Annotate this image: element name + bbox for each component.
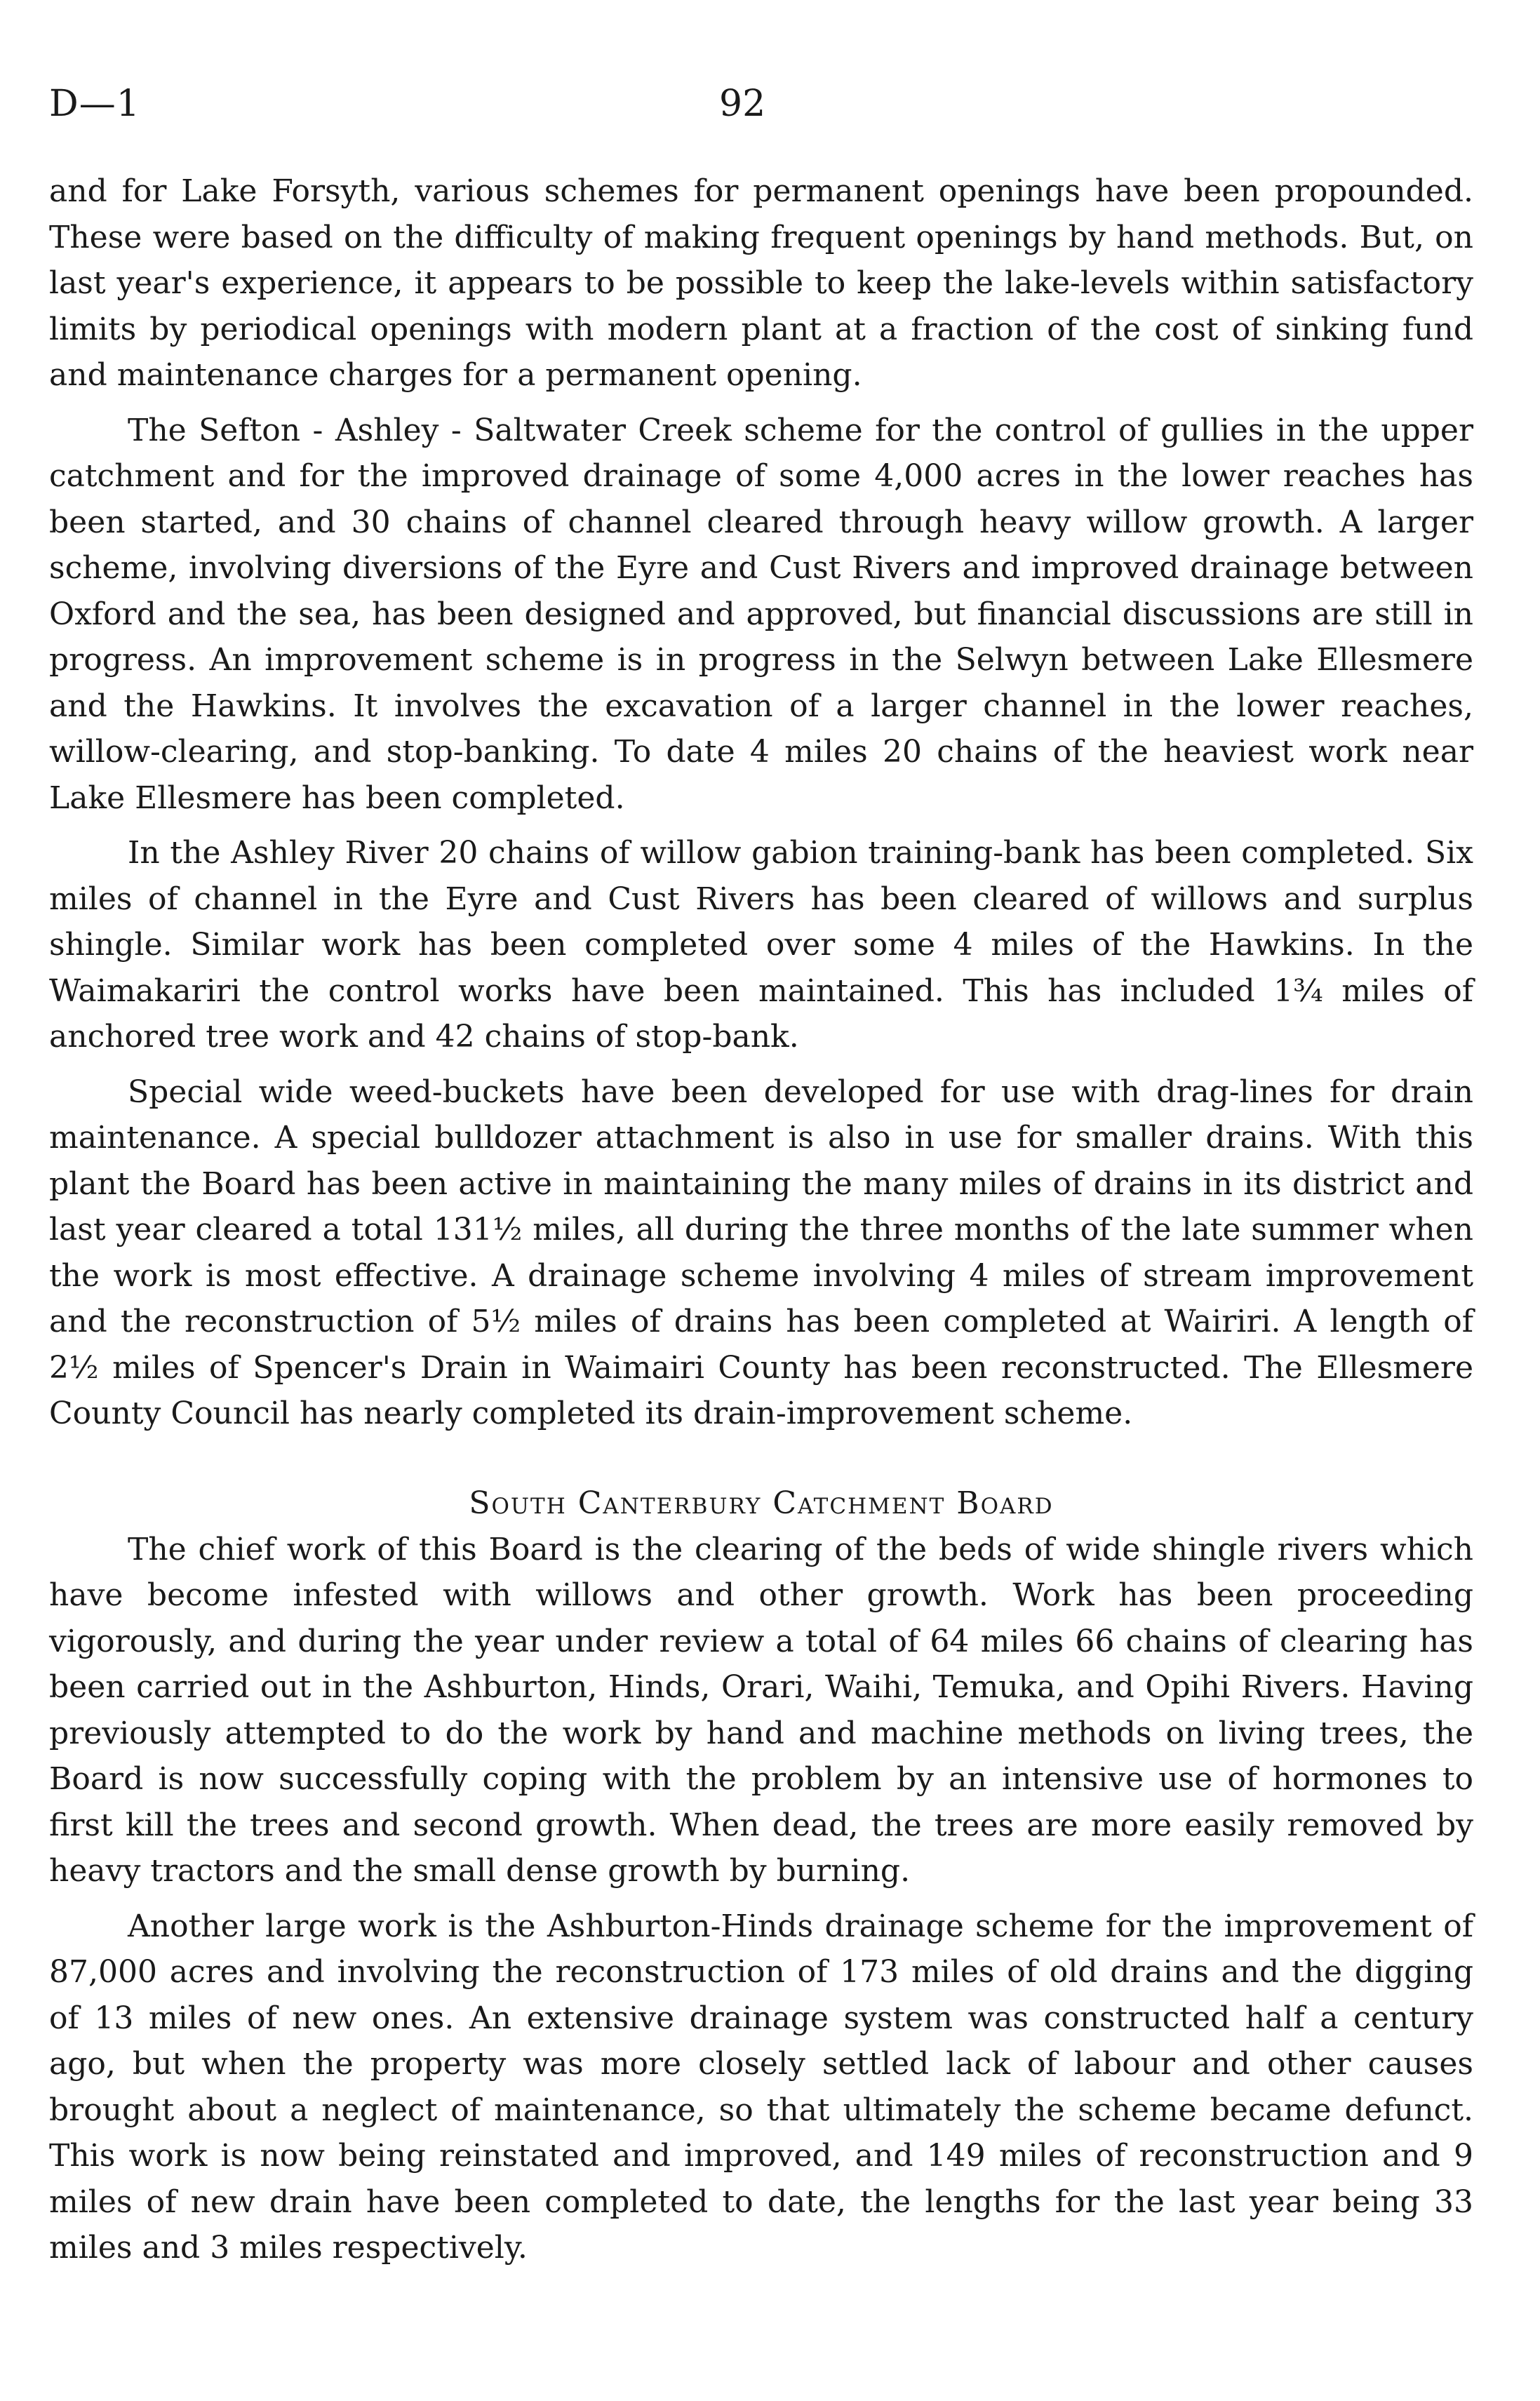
paragraph-ashley-river: In the Ashley River 20 chains of willow gabion training-bank has been completed. Six miles of channel in the Eyre and Cust Rivers has been cleared of willows and surplus shingle. Similar work has been completed over some 4 miles of the Hawkins. In the Waimakariri the control works have been maintained. This has included 1¾ miles of anchored tree work and 42 chains of stop-bank. xyxy=(49,835,1473,1055)
paragraph-south-canterbury-clearing: The chief work of this Board is the clearing of the beds of wide shingle rivers which have become infested with willows and other growth. Work has been proceeding vigorously, and during the year under review a total of 64 miles 66 chains of clearing has been carried out in the Ashburton, Hinds, Orari, Waihi, Temuka, and Opihi Rivers. Having previously attempted to do the work by hand and machine methods on living trees, the Board is now successfully coping with the problem by an intensive use of hormones to first kill the trees and second growth. When dead, the trees are more easily removed by heavy tractors and the small dense growth by burning. xyxy=(49,1531,1473,1889)
paragraph-lake-forsyth: and for Lake Forsyth, various schemes for permanent openings have been propounded. These were based on the difficulty of making frequent openings by hand methods. But, on last year's experience, it appears to be possible to keep the lake-levels within satisfactory limits by periodical openings with modern plant at a fraction of the cost of sinking fund and maintenance charges for a permanent opening. xyxy=(49,173,1473,393)
section-heading: South Canterbury Catchment Board xyxy=(469,1485,1054,1521)
page-number: 92 xyxy=(719,83,766,125)
paragraph-sefton-ashley: The Sefton - Ashley - Saltwater Creek scheme for the control of gullies in the upper catchment and for the improved drainage of some 4,000 acres in the lower reaches has been started, and 30 chains of channel cleared through heavy willow growth. A larger scheme, involving diversions of the Eyre and Cust Rivers and improved drainage between Oxford and the sea, has been designed and approved, but financial discussions are still in progress. An improvement scheme is in progress in the Selwyn between Lake Ellesmere and the Hawkins. It involves the excavation of a larger channel in the lower reaches, willow-clearing, and stop-banking. To date 4 miles 20 chains of the heaviest work near Lake Ellesmere has been completed. xyxy=(49,412,1473,816)
document-id: D—1 xyxy=(49,83,140,125)
paragraph-weed-buckets: Special wide weed-buckets have been developed for use with drag-lines for drain maintenance. A special bulldozer attachment is also in use for smaller drains. With this plant the Board has been active in maintaining the many miles of drains in its district and last year cleared a total 131½ miles, all during the three months of the late summer when the work is most effective. A drainage scheme involving 4 miles of stream improvement and the reconstruction of 5½ miles of drains has been completed at Wairiri. A length of 2½ miles of Spencer's Drain in Waimairi County has been reconstructed. The Ellesmere County Council has nearly completed its drain-improvement scheme. xyxy=(49,1074,1473,1431)
paragraph-ashburton-hinds: Another large work is the Ashburton-Hinds drainage scheme for the improvement of 87,000 acres and involving the reconstruction of 173 miles of old drains and the digging of 13 miles of new ones. An extensive drainage system was constructed half a century ago, but when the property was more closely settled lack of labour and other causes brought about a neglect of maintenance, so that ultimately the scheme became defunct. This work is now being reinstated and improved, and 149 miles of reconstruction and 9 miles of new drain have been completed to date, the lengths for the last year being 33 miles and 3 miles respectively. xyxy=(49,1908,1473,2266)
body-text xyxy=(49,168,1473,2280)
